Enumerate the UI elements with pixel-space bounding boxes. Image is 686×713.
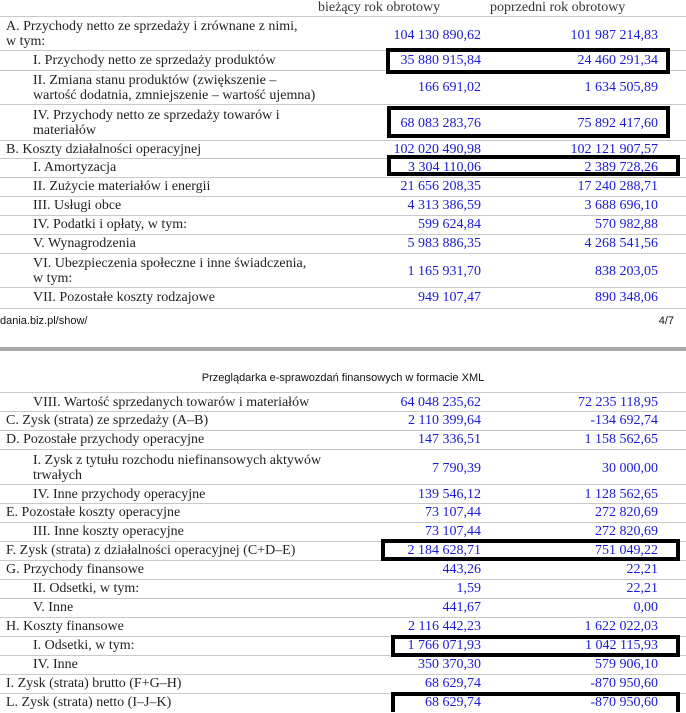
row-label: IV. Inne	[33, 657, 78, 672]
table-row	[0, 177, 686, 197]
value-current: 1 766 071,93	[407, 638, 481, 653]
highlight-box	[387, 155, 680, 176]
value-current: 73 107,44	[425, 505, 481, 520]
value-current: 68 083 283,76	[400, 116, 481, 131]
value-previous: 4 268 541,56	[584, 236, 658, 251]
value-previous: 22,21	[626, 562, 658, 577]
value-previous: 579 906,10	[595, 657, 658, 672]
table-row	[0, 287, 686, 309]
row-label: E. Pozostałe koszty operacyjne	[6, 505, 181, 520]
value-previous: 2 389 728,26	[584, 160, 658, 175]
table-row	[0, 579, 686, 599]
table-row	[0, 253, 686, 288]
table-row	[0, 234, 686, 254]
value-previous: 1 158 562,65	[584, 432, 658, 447]
row-label: C. Zysk (strata) ze sprzedaży (A–B)	[6, 413, 209, 428]
row-label: I. Zysk z tytułu rozchodu niefinansowych aktywów trwałych	[33, 453, 322, 483]
row-label: I. Zysk (strata) brutto (F+G–H)	[6, 676, 182, 691]
value-current: 35 880 915,84	[400, 53, 481, 68]
value-previous: 272 820,69	[595, 505, 658, 520]
value-current: 2 110 399,64	[408, 413, 481, 428]
value-previous: 1 128 562,65	[584, 487, 658, 502]
table-row	[0, 484, 686, 504]
row-label: IV. Podatki i opłaty, w tym:	[33, 217, 187, 232]
footer-url: dania.biz.pl/show/	[0, 315, 88, 327]
value-current: 1,59	[456, 581, 481, 596]
table-row	[0, 392, 686, 412]
row-label: B. Koszty działalności operacyjnej	[6, 142, 202, 157]
value-current: 3 304 110,06	[408, 160, 481, 175]
value-previous: 75 892 417,60	[577, 116, 658, 131]
table-row	[0, 674, 686, 694]
row-label: V. Inne	[33, 600, 74, 615]
value-previous: 272 820,69	[595, 524, 658, 539]
row-label: F. Zysk (strata) z działalności operacyjnej (C+D–E)	[6, 543, 296, 558]
value-current: 147 336,51	[418, 432, 481, 447]
value-current: 443,26	[442, 562, 481, 577]
row-label: II. Zmiana stanu produktów (zwiększenie – wartość dodatnia, zmniejszenie – wartość ujemna)	[33, 73, 316, 103]
value-current: 441,67	[442, 600, 481, 615]
row-label: A. Przychody netto ze sprzedaży i zrównane z nimi, w tym:	[6, 19, 298, 49]
value-current: 102 020 490,98	[393, 142, 481, 157]
value-current: 73 107,44	[425, 524, 481, 539]
row-label: G. Przychody finansowe	[6, 562, 145, 577]
value-previous: 102 121 907,57	[570, 142, 658, 157]
row-label: VII. Pozostałe koszty rodzajowe	[33, 290, 215, 305]
value-current: 21 656 208,35	[400, 179, 481, 194]
row-label: VIII. Wartość sprzedanych towarów i materiałów	[33, 395, 310, 410]
table-row	[0, 449, 686, 485]
value-previous: 101 987 214,83	[570, 28, 658, 43]
highlight-box	[386, 48, 670, 74]
table-row	[0, 560, 686, 580]
value-previous: 570 982,88	[595, 217, 658, 232]
table-row	[0, 598, 686, 618]
table-row	[0, 655, 686, 675]
value-current: 599 624,84	[418, 217, 481, 232]
value-previous: 890 348,06	[595, 290, 658, 305]
value-current: 949 107,47	[418, 290, 481, 305]
column-header-previous: poprzedni rok obrotowy	[490, 0, 626, 15]
page-title: Przeglądarka e-sprawozdań finansowych w formacie XML	[201, 372, 485, 384]
row-label: III. Usługi obce	[33, 198, 122, 213]
row-label: V. Wynagrodzenia	[33, 236, 136, 251]
value-previous: 30 000,00	[602, 461, 658, 476]
value-previous: 24 460 291,34	[577, 53, 658, 68]
value-previous: 751 049,22	[595, 543, 658, 558]
value-current: 68 629,74	[425, 676, 481, 691]
page-separator	[0, 347, 686, 351]
table-row	[0, 16, 686, 51]
value-current: 139 546,12	[418, 487, 481, 502]
value-current: 64 048 235,62	[400, 395, 481, 410]
column-header-current: bieżący rok obrotowy	[318, 0, 441, 15]
value-current: 4 313 386,59	[407, 198, 481, 213]
value-previous: 22,21	[626, 581, 658, 596]
row-label: IV. Przychody netto ze sprzedaży towarów i materiałów	[33, 108, 280, 138]
value-current: 68 629,74	[425, 695, 481, 710]
highlight-box	[381, 539, 680, 561]
value-current: 2 116 442,23	[408, 619, 481, 634]
row-label: H. Koszty finansowe	[6, 619, 124, 634]
page-number: 4/7	[658, 315, 674, 327]
table-row	[0, 70, 686, 105]
value-previous: 0,00	[633, 600, 658, 615]
value-previous: 17 240 288,71	[577, 179, 658, 194]
value-current: 1 165 931,70	[407, 264, 481, 279]
value-previous: 1 042 115,93	[585, 638, 658, 653]
value-previous: -134 692,74	[590, 413, 658, 428]
value-previous: 1 622 022,03	[584, 619, 658, 634]
value-previous: 72 235 118,95	[578, 395, 658, 410]
value-previous: 3 688 696,10	[584, 198, 658, 213]
row-label: I. Przychody netto ze sprzedaży produktów	[33, 53, 276, 68]
value-current: 350 370,30	[418, 657, 481, 672]
highlight-box	[387, 106, 670, 138]
value-previous: -870 950,60	[590, 695, 658, 710]
row-label: L. Zysk (strata) netto (I–J–K)	[6, 695, 172, 710]
table-row	[0, 430, 686, 450]
highlight-box	[391, 692, 680, 712]
row-label: I. Odsetki, w tym:	[33, 638, 135, 653]
row-label: II. Odsetki, w tym:	[33, 581, 140, 596]
table-row	[0, 215, 686, 235]
table-row	[0, 196, 686, 216]
row-label: D. Pozostałe przychody operacyjne	[6, 432, 205, 447]
value-previous: -870 950,60	[590, 676, 658, 691]
row-label: I. Amortyzacja	[33, 160, 117, 175]
row-label: III. Inne koszty operacyjne	[33, 524, 184, 539]
value-previous: 1 634 505,89	[584, 80, 658, 95]
value-previous: 838 203,05	[595, 264, 658, 279]
value-current: 5 983 886,35	[407, 236, 481, 251]
row-label: VI. Ubezpieczenia społeczne i inne świadczenia, w tym:	[33, 256, 307, 286]
value-current: 104 130 890,62	[393, 28, 481, 43]
value-current: 166 691,02	[418, 80, 481, 95]
value-current: 7 790,39	[432, 461, 481, 476]
table-row	[0, 617, 686, 637]
table-row	[0, 503, 686, 523]
value-current: 2 184 628,71	[407, 543, 481, 558]
highlight-box	[391, 635, 680, 657]
row-label: IV. Inne przychody operacyjne	[33, 487, 206, 502]
table-row	[0, 411, 686, 431]
row-label: II. Zużycie materiałów i energii	[33, 179, 211, 194]
